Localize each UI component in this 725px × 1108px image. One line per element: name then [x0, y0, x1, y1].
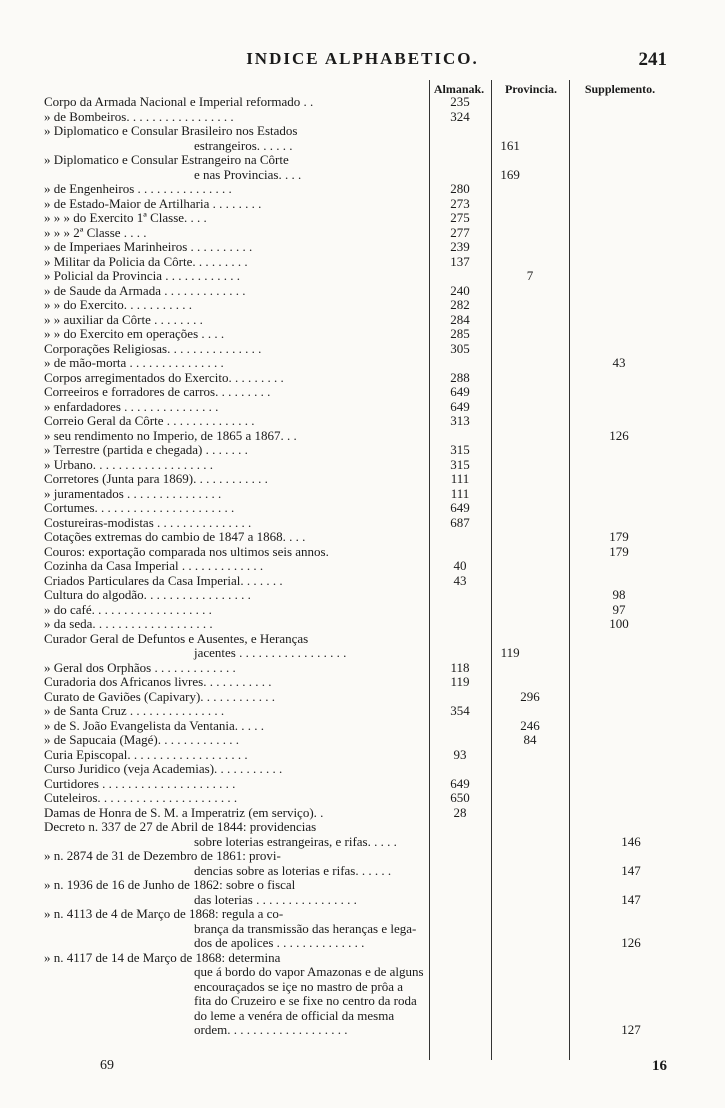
entry-almanak-page: 324	[450, 108, 470, 124]
entry-text: » de Saude da Armada . . . . . . . . . . . . .	[44, 283, 246, 298]
index-entry	[44, 342, 669, 357]
entry-label	[44, 501, 429, 516]
entry-text: » » » do Exercito 1ª Classe. . . .	[44, 211, 207, 225]
entry-almanak-page: 649	[450, 775, 470, 791]
entry-supplemento-page: 179	[609, 529, 629, 544]
index-entry	[44, 617, 669, 632]
entry-text: dencias sobre as loterias e rifas. . . . . .	[194, 863, 392, 878]
entry-supplemento-page: 146	[621, 833, 641, 849]
entry-label	[44, 240, 429, 255]
entry-text: » Policial da Provincia . . . . . . . . . . . .	[44, 269, 241, 283]
entry-text: Cozinha da Casa Imperial . . . . . . . . . . . . .	[44, 559, 264, 573]
index-entry	[44, 748, 669, 763]
entry-almanak-page: 354	[450, 703, 470, 718]
index-entry	[44, 313, 669, 328]
index-entry	[44, 719, 669, 734]
entry-almanak-page: 305	[450, 340, 470, 356]
entry-label	[44, 965, 487, 980]
entry-label	[44, 588, 429, 603]
index-entry	[44, 849, 669, 864]
entry-text: Curso Juridico (veja Academias). . . . . . . . . . .	[44, 762, 283, 776]
index-entry	[44, 951, 669, 966]
index-entry	[44, 356, 669, 371]
entry-almanak-page: 282	[450, 297, 470, 312]
index-entry	[44, 574, 669, 589]
entry-text: » de Engenheiros . . . . . . . . . . . . . . .	[44, 182, 232, 196]
entry-text: » Geral dos Orphãos . . . . . . . . . . . . .	[44, 660, 236, 675]
entry-text: » Militar da Policia da Côrte. . . . . . . . .	[44, 254, 248, 269]
index-entry	[44, 603, 669, 618]
entry-label	[44, 733, 429, 748]
index-entry	[44, 690, 669, 705]
entry-provincia-page: 246	[520, 717, 540, 733]
index-entry	[44, 269, 669, 284]
entry-provincia-page: 84	[523, 732, 537, 747]
index-entry	[44, 545, 669, 560]
entry-almanak-page: 277	[450, 224, 470, 240]
index-entry	[44, 922, 669, 937]
entry-text: » » do Exercito em operações . . . .	[44, 327, 225, 341]
entry-almanak-page: 315	[450, 442, 470, 457]
entry-label	[44, 211, 429, 226]
entry-text: dos de apolices . . . . . . . . . . . . . .	[194, 936, 365, 950]
entry-label	[44, 269, 429, 284]
footer-sheet-number: 16	[652, 1058, 667, 1074]
entry-text: » n. 4117 de 14 de Março de 1868: determina	[44, 950, 281, 965]
entry-text: Corporações Religiosas. . . . . . . . . . . . . . .	[44, 341, 262, 356]
entry-label	[44, 719, 429, 734]
entry-text: e nas Provincias. . . .	[194, 167, 302, 182]
index-entry	[44, 820, 669, 835]
index-entry	[44, 791, 669, 806]
entry-almanak-page: 137	[450, 253, 470, 269]
entry-almanak-page: 43	[453, 572, 467, 588]
index-entry	[44, 936, 669, 951]
index-entry	[44, 124, 669, 139]
entry-label	[44, 603, 429, 618]
entry-text: » Terrestre (partida e chegada) . . . . . . .	[44, 443, 248, 457]
entry-text: Criados Particulares da Casa Imperial. . . . . . .	[44, 573, 283, 588]
entry-almanak-page: 649	[450, 398, 470, 414]
entry-label	[44, 356, 429, 371]
entry-text: » de Sapucaia (Magé). . . . . . . . . . . . .	[44, 733, 239, 747]
entry-supplemento-page: 126	[621, 935, 641, 950]
entry-text: » Urbano. . . . . . . . . . . . . . . . . . .	[44, 457, 213, 472]
index-entry	[44, 472, 669, 487]
column-header-supplemento: Supplemento.	[584, 82, 656, 96]
entry-almanak-page: 239	[450, 239, 470, 254]
entry-text: Cuteleiros. . . . . . . . . . . . . . . . . . . . . .	[44, 791, 238, 805]
entry-almanak-page: 315	[450, 456, 470, 472]
index-entry	[44, 139, 669, 154]
entry-almanak-page: 169	[500, 166, 520, 182]
entry-supplemento-page: 147	[621, 891, 641, 907]
entry-text: do leme a venéra de official da mesma	[194, 1008, 395, 1023]
entry-text: » de S. João Evangelista da Ventania. . . . .	[44, 718, 264, 733]
index-entry	[44, 327, 669, 342]
entry-label	[44, 646, 487, 661]
index-entry	[44, 632, 669, 647]
entry-label	[44, 443, 429, 458]
index-entry	[44, 211, 669, 226]
entry-text: » » » 2ª Classe . . . .	[44, 225, 147, 240]
entry-text: sobre loterias estrangeiras, e rifas. . . . .	[194, 834, 397, 849]
entry-label	[44, 530, 429, 545]
index-entry	[44, 588, 669, 603]
index-entry	[44, 762, 669, 777]
entry-label	[44, 255, 429, 270]
index-entry	[44, 197, 669, 212]
entry-label	[44, 516, 429, 531]
index-entry	[44, 777, 669, 792]
index-entry	[44, 429, 669, 444]
index-entry	[44, 371, 669, 386]
entry-text: » n. 4113 de 4 de Março de 1868: regula a co-	[44, 907, 284, 921]
entry-label	[44, 95, 429, 110]
entry-label	[44, 327, 429, 342]
entry-text: » n. 1936 de 16 de Junho de 1862: sobre o fiscal	[44, 878, 296, 892]
entry-almanak-page: 288	[450, 369, 470, 385]
entry-text: Corpo da Armada Nacional e Imperial reformado . .	[44, 95, 314, 109]
entry-almanak-page: 687	[450, 514, 470, 530]
entry-text: » Diplomatico e Consular Estrangeiro na Côrte	[44, 153, 289, 167]
index-entry	[44, 501, 669, 516]
entry-label	[44, 342, 429, 357]
index-entry	[44, 675, 669, 690]
index-entry	[44, 980, 669, 995]
entry-label	[44, 994, 487, 1009]
index-entry	[44, 835, 669, 850]
entry-label	[44, 748, 429, 763]
index-entry	[44, 1009, 669, 1024]
entry-almanak-page: 280	[450, 181, 470, 196]
entry-text: » » do Exercito. . . . . . . . . . .	[44, 298, 193, 312]
entry-label	[44, 458, 429, 473]
entry-almanak-page: 118	[450, 659, 470, 675]
entry-almanak-page: 649	[450, 500, 470, 515]
entry-text: » juramentados . . . . . . . . . . . . . . .	[44, 486, 222, 501]
entry-text: » do café. . . . . . . . . . . . . . . . . . .	[44, 602, 212, 617]
entry-label	[44, 835, 487, 850]
entry-almanak-page: 650	[450, 790, 470, 805]
entry-text: » n. 2874 de 31 de Dezembro de 1861: provi-	[44, 849, 281, 863]
entry-almanak-page: 235	[450, 94, 470, 109]
entry-text: jacentes . . . . . . . . . . . . . . . . .	[194, 646, 347, 660]
index-entry	[44, 226, 669, 241]
index-entry	[44, 559, 669, 574]
entry-label	[44, 806, 429, 821]
entry-supplemento-page: 179	[609, 543, 629, 559]
index-entry	[44, 95, 669, 110]
index-entries	[44, 95, 669, 1038]
entry-text: ordem. . . . . . . . . . . . . . . . . . .	[194, 1023, 348, 1037]
entry-text: Costureiras-modistas . . . . . . . . . . . . . . .	[44, 515, 252, 530]
entry-label	[44, 429, 429, 444]
index-entry	[44, 878, 669, 893]
entry-label	[44, 298, 429, 313]
entry-text: Curadoria dos Africanos livres. . . . . . . . . . .	[44, 675, 272, 689]
entry-text: Decreto n. 337 de 27 de Abril de 1844: providencias	[44, 820, 317, 834]
entry-almanak-page: 161	[500, 137, 520, 153]
entry-supplemento-page: 98	[612, 587, 626, 602]
entry-text: que á bordo do vapor Amazonas e de alguns	[194, 965, 424, 979]
page-title: INDICE ALPHABETICO.	[246, 49, 479, 68]
entry-almanak-page: 119	[450, 674, 470, 689]
entry-text: Correio Geral da Côrte . . . . . . . . . . . . . .	[44, 414, 255, 428]
index-entry	[44, 1023, 669, 1038]
entry-label	[44, 762, 429, 777]
entry-almanak-page: 273	[450, 195, 470, 211]
entry-label	[44, 168, 487, 183]
index-entry	[44, 907, 669, 922]
entry-label	[44, 385, 429, 400]
entry-text: Curador Geral de Defuntos e Ausentes, e Heranças	[44, 631, 309, 646]
column-header-almanak: Almanak.	[433, 82, 485, 96]
entry-label	[44, 617, 429, 632]
entry-text: » » auxiliar da Côrte . . . . . . . .	[44, 312, 203, 327]
entry-text: » da seda. . . . . . . . . . . . . . . . . . .	[44, 617, 213, 631]
index-entry	[44, 893, 669, 908]
entry-almanak-page: 284	[450, 311, 470, 327]
index-entry	[44, 414, 669, 429]
entry-text: Curato de Gaviões (Capivary). . . . . . . . . . . .	[44, 689, 276, 704]
footer-signature: 69	[100, 1058, 114, 1073]
entry-almanak-page: 111	[450, 471, 470, 486]
entry-label	[44, 675, 429, 690]
entry-label	[44, 574, 429, 589]
entry-text: » enfardadores . . . . . . . . . . . . . . .	[44, 399, 219, 414]
entry-label	[44, 661, 429, 676]
entry-almanak-page: 313	[450, 413, 470, 428]
entry-label	[44, 197, 429, 212]
index-entry	[44, 240, 669, 255]
index-entry	[44, 168, 669, 183]
entry-label	[44, 777, 429, 792]
entry-label	[44, 632, 429, 647]
page-number: 241	[638, 49, 667, 70]
entry-label	[44, 400, 429, 415]
entry-supplemento-page: 126	[609, 427, 629, 443]
index-entry	[44, 110, 669, 125]
index-entry	[44, 806, 669, 821]
entry-almanak-page: 28	[453, 804, 467, 820]
column-header-provincia: Provincia.	[504, 82, 558, 96]
entry-label	[44, 414, 429, 429]
entry-text: » seu rendimento no Imperio, de 1865 a 1867. . .	[44, 428, 297, 443]
entry-text: Corretores (Junta para 1869). . . . . . . . . . . .	[44, 472, 268, 486]
entry-label	[44, 690, 429, 705]
entry-almanak-page: 111	[450, 485, 470, 501]
entry-label	[44, 371, 429, 386]
entry-label	[44, 907, 429, 922]
entry-label	[44, 559, 429, 574]
entry-label	[44, 936, 487, 951]
entry-label	[44, 153, 429, 168]
entry-label	[44, 1023, 487, 1038]
entry-label	[44, 791, 429, 806]
entry-almanak-page: 40	[453, 558, 467, 573]
index-entry	[44, 994, 669, 1009]
index-entry	[44, 516, 669, 531]
entry-label	[44, 1009, 487, 1024]
entry-text: » de Santa Cruz . . . . . . . . . . . . . . .	[44, 704, 225, 718]
entry-text: » de mão-morta . . . . . . . . . . . . . . .	[44, 356, 224, 370]
index-entry	[44, 704, 669, 719]
entry-almanak-page: 649	[450, 384, 470, 399]
entry-text: Couros: exportação comparada nos ultimos seis annos.	[44, 544, 329, 559]
entry-label	[44, 313, 429, 328]
entry-label	[44, 472, 429, 487]
entry-text: » Diplomatico e Consular Brasileiro nos Estados	[44, 124, 298, 138]
entry-text: brança da transmissão das heranças e lega-	[194, 921, 417, 936]
entry-label	[44, 704, 429, 719]
index-entry	[44, 646, 669, 661]
entry-label	[44, 545, 429, 560]
entry-provincia-page: 296	[520, 688, 540, 704]
entry-text: » de Imperiaes Marinheiros . . . . . . . . . .	[44, 240, 253, 254]
entry-label	[44, 951, 429, 966]
index-entry	[44, 864, 669, 879]
entry-text: das loterias . . . . . . . . . . . . . . . .	[194, 892, 357, 907]
entry-label	[44, 980, 487, 995]
entry-almanak-page: 285	[450, 326, 470, 341]
entry-supplemento-page: 43	[612, 355, 626, 370]
entry-label	[44, 893, 487, 908]
index-entry	[44, 255, 669, 270]
entry-text: Cotações extremas do cambio de 1847 a 1868. . . .	[44, 530, 306, 544]
entry-label	[44, 182, 429, 197]
entry-text: Curia Episcopal. . . . . . . . . . . . . . . . . . .	[44, 747, 248, 762]
entry-provincia-page: 7	[526, 268, 534, 283]
entry-supplemento-page: 147	[621, 862, 641, 878]
index-entry	[44, 443, 669, 458]
entry-label	[44, 820, 429, 835]
entry-supplemento-page: 97	[612, 601, 626, 617]
entry-supplemento-page: 127	[621, 1022, 641, 1037]
entry-text: Correeiros e forradores de carros. . . . . . . . .	[44, 385, 271, 399]
entry-almanak-page: 275	[450, 210, 470, 225]
entry-label	[44, 864, 487, 879]
index-entry	[44, 385, 669, 400]
entry-text: Curtidores . . . . . . . . . . . . . . . . . . . . .	[44, 776, 236, 791]
index-entry	[44, 530, 669, 545]
entry-label	[44, 849, 429, 864]
entry-text: fita do Cruzeiro e se fixe no centro da roda	[194, 994, 417, 1008]
index-entry	[44, 458, 669, 473]
index-entry	[44, 182, 669, 197]
entry-label	[44, 124, 429, 139]
entry-text: estrangeiros. . . . . .	[194, 138, 293, 153]
entry-supplemento-page: 100	[609, 616, 629, 631]
entry-label	[44, 284, 429, 299]
index-entry	[44, 153, 669, 168]
index-entry	[44, 733, 669, 748]
entry-label	[44, 922, 487, 937]
entry-label	[44, 487, 429, 502]
entry-text: Damas de Honra de S. M. a Imperatriz (em serviço). .	[44, 805, 324, 820]
entry-almanak-page: 93	[453, 746, 467, 762]
index-entry	[44, 661, 669, 676]
entry-label	[44, 110, 429, 125]
entry-text: Corpos arregimentados do Exercito. . . . . . . . .	[44, 370, 284, 385]
index-entry	[44, 284, 669, 299]
entry-text: Cultura do algodão. . . . . . . . . . . . . . . . .	[44, 588, 251, 602]
index-entry	[44, 965, 669, 980]
entry-label	[44, 878, 429, 893]
index-entry	[44, 298, 669, 313]
index-entry	[44, 487, 669, 502]
entry-text: encouraçados se içe no mastro de prôa a	[194, 979, 403, 994]
entry-text: Cortumes. . . . . . . . . . . . . . . . . . . . . .	[44, 501, 235, 515]
entry-text: » de Estado-Maior de Artilharia . . . . . . . .	[44, 196, 262, 211]
entry-text: » de Bombeiros. . . . . . . . . . . . . . . . .	[44, 109, 234, 124]
entry-almanak-page: 240	[450, 282, 470, 298]
index-entry	[44, 400, 669, 415]
entry-label	[44, 139, 487, 154]
entry-label	[44, 226, 429, 241]
entry-almanak-page: 119	[500, 645, 520, 660]
